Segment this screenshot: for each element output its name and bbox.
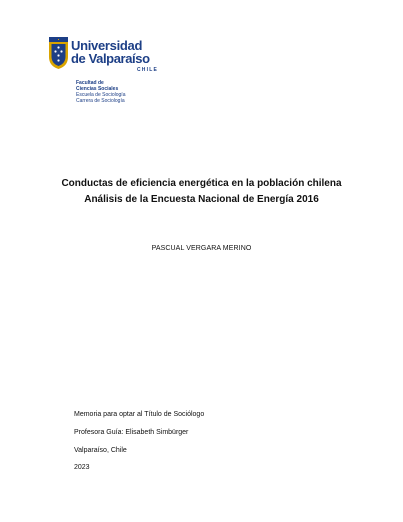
- author-name: PASCUAL VERGARA MERINO: [151, 245, 252, 252]
- faculty-line1: Facultad de: [76, 80, 104, 86]
- advisor: Profesora Guía: Elisabeth Simbürger: [74, 429, 189, 436]
- degree-purpose: Memoria para optar al Título de Sociólogo: [74, 411, 205, 418]
- faculty-line3: Escuela de Sociología: [76, 92, 126, 98]
- university-logo: [49, 37, 169, 109]
- university-name-line2: de Valparaíso: [71, 51, 150, 66]
- faculty-line2: Ciencias Sociales: [76, 86, 119, 92]
- place: Valparaíso, Chile: [74, 447, 127, 454]
- university-crest-icon: [49, 37, 68, 69]
- thesis-title: Conductas de eficiencia energética en la población chilena: [61, 178, 342, 189]
- faculty-line4: Carrera de Sociología: [76, 98, 125, 104]
- faculty-block: [76, 80, 125, 104]
- thesis-subtitle: Análisis de la Encuesta Nacional de Energía 2016: [84, 194, 319, 205]
- university-country: CHILE: [137, 67, 158, 73]
- university-name-line1: Universidad: [71, 38, 143, 53]
- year: 2023: [74, 464, 90, 471]
